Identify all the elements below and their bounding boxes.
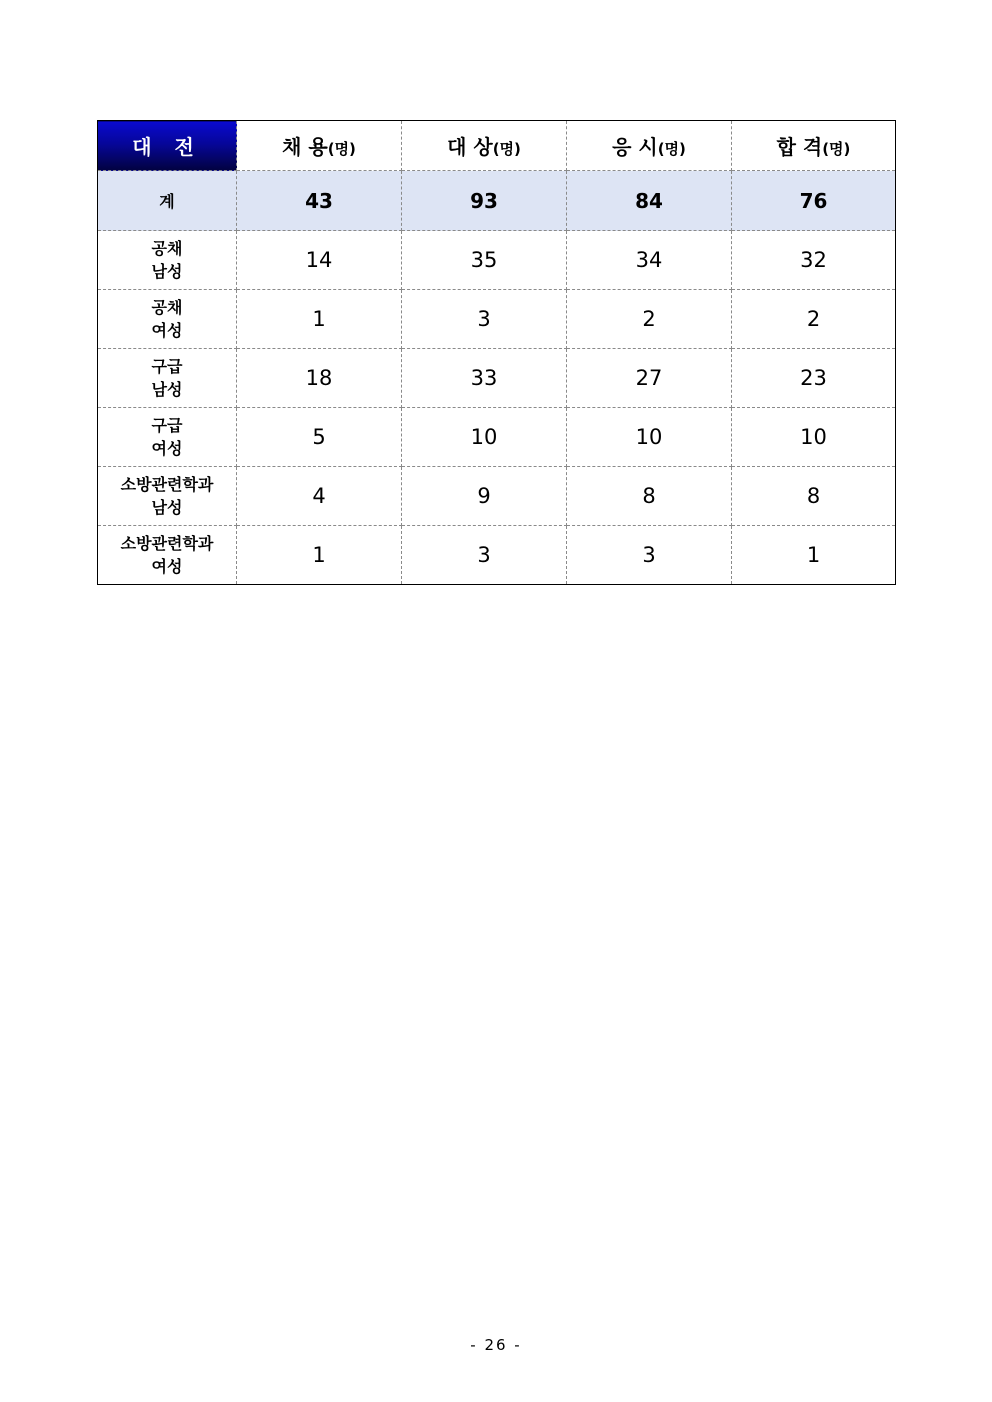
table-cell: 4 [237, 467, 402, 526]
column-header-unit: (명) [492, 140, 521, 158]
table-cell: 3 [402, 290, 567, 349]
table-cell: 1 [237, 526, 402, 585]
table-cell: 33 [402, 349, 567, 408]
row-label-line: 구급 [151, 416, 183, 435]
column-header-label: 대 상 [447, 135, 493, 159]
column-header-unit: (명) [657, 140, 686, 158]
table-cell: 5 [237, 408, 402, 467]
table-row [98, 467, 896, 526]
total-row [98, 171, 896, 231]
table-row [98, 231, 896, 290]
row-label-line: 여성 [151, 557, 183, 576]
region-header: 대 전 [98, 121, 237, 171]
row-label [98, 290, 237, 349]
row-label [98, 231, 237, 290]
row-label-line: 여성 [151, 321, 183, 340]
total-cell: 84 [567, 171, 732, 231]
table-cell: 8 [567, 467, 732, 526]
total-cell: 76 [732, 171, 896, 231]
row-label-line: 공채 [151, 298, 183, 317]
total-cell: 43 [237, 171, 402, 231]
table-cell: 2 [732, 290, 896, 349]
table-cell: 1 [237, 290, 402, 349]
table-cell: 10 [732, 408, 896, 467]
row-label-line: 공채 [151, 239, 183, 258]
row-label-line: 여성 [151, 439, 183, 458]
column-header-unit: (명) [822, 140, 851, 158]
table-cell: 10 [567, 408, 732, 467]
total-cell: 93 [402, 171, 567, 231]
table-cell: 3 [567, 526, 732, 585]
table-cell: 23 [732, 349, 896, 408]
row-label [98, 408, 237, 467]
table-row [98, 526, 896, 585]
table-row [98, 408, 896, 467]
column-header-applicants [567, 121, 732, 171]
row-label [98, 526, 237, 585]
table-cell: 3 [402, 526, 567, 585]
table-cell: 32 [732, 231, 896, 290]
column-header-unit: (명) [327, 140, 356, 158]
column-header-label: 합 격 [776, 135, 823, 159]
table-cell: 34 [567, 231, 732, 290]
table-cell: 35 [402, 231, 567, 290]
recruitment-table [97, 120, 896, 585]
table-cell: 9 [402, 467, 567, 526]
table-row [98, 349, 896, 408]
row-label-line: 남성 [151, 498, 183, 517]
table-row [98, 290, 896, 349]
row-label-line: 소방관련학과 [120, 475, 214, 494]
table-cell: 18 [237, 349, 402, 408]
table-header-row [98, 121, 896, 171]
row-label-line: 남성 [151, 380, 183, 399]
page-number: - 26 - [470, 1336, 522, 1354]
row-label-line: 남성 [151, 262, 183, 281]
table-cell: 1 [732, 526, 896, 585]
row-label-line: 구급 [151, 357, 183, 376]
column-header-passed [732, 121, 896, 171]
column-header-hired [237, 121, 402, 171]
column-header-eligible [402, 121, 567, 171]
column-header-label: 채 용 [282, 135, 328, 159]
row-label-line: 소방관련학과 [120, 534, 214, 553]
column-header-label: 응 시 [612, 135, 658, 159]
total-label: 계 [98, 171, 237, 231]
table-cell: 2 [567, 290, 732, 349]
row-label [98, 349, 237, 408]
table-cell: 27 [567, 349, 732, 408]
row-label [98, 467, 237, 526]
table-cell: 8 [732, 467, 896, 526]
table-cell: 14 [237, 231, 402, 290]
table-cell: 10 [402, 408, 567, 467]
